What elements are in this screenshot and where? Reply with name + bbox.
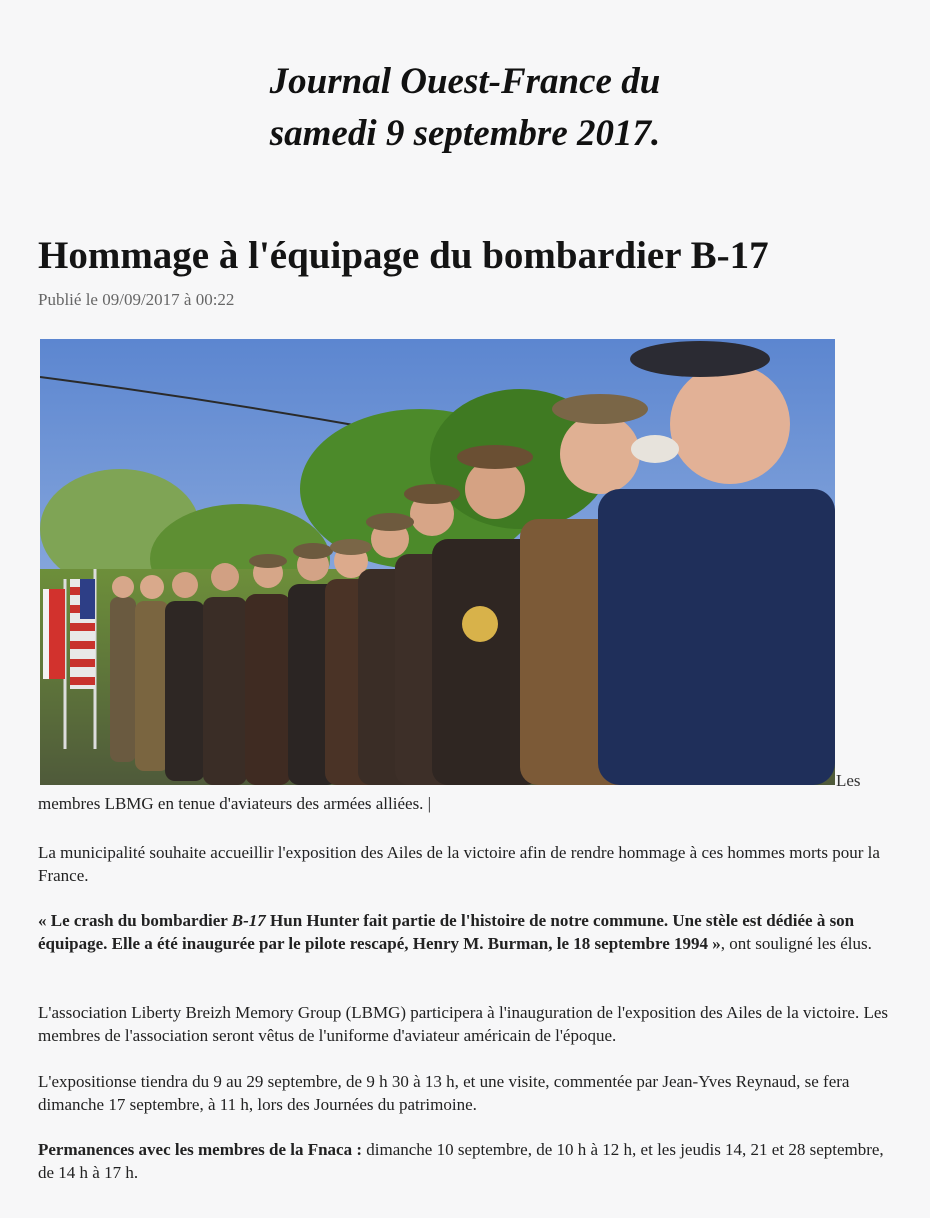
- page-header: [0, 56, 930, 160]
- paragraph-association: L'association Liberty Breizh Memory Group (LBMG) participera à l'inauguration de l'exposition des Ailes de la victoire. Les membres de l'association seront vêtus de l'uniforme d'aviateur américain de l'époque.: [38, 1003, 888, 1045]
- article-headline: Hommage à l'équipage du bombardier B-17: [38, 234, 769, 277]
- quote-part-2: Hun Hunter fait partie de l'histoire de notre commune. Une stèle est dédiée à son équipage. Elle a été inaugurée par le pilote rescapé, Henry M. Burman, le 18 septembre 1994 »: [38, 911, 855, 953]
- permanences-label: Permanences avec les membres de la Fnaca :: [38, 1140, 363, 1159]
- paragraph-permanences: [38, 1138, 900, 1184]
- article-photo: [40, 339, 835, 785]
- paragraph-quote: [38, 909, 900, 955]
- page-header-line1: Journal Ouest-France du: [269, 61, 661, 102]
- photo-caption-start: Les: [836, 771, 861, 790]
- quote-aircraft-name: B-17: [231, 911, 266, 930]
- page-header-line2: samedi 9 septembre 2017.: [269, 113, 661, 154]
- photo-airmen-illustration: [40, 339, 835, 785]
- photo-caption: membres LBMG en tenue d'aviateurs des armées alliées. |: [38, 794, 432, 813]
- paragraph-intro: La municipalité souhaite accueillir l'exposition des Ailes de la victoire afin de rendre hommage à ces hommes morts pour la France.: [38, 843, 880, 885]
- publication-date: Publié le 09/09/2017 à 00:22: [38, 290, 235, 309]
- paragraph-exhibition-dates: L'expositionse tiendra du 9 au 29 septembre, de 9 h 30 à 13 h, et une visite, commentée par Jean-Yves Reynaud, se fera dimanche 17 septembre, à 11 h, lors des Journées du patrimoine.: [38, 1072, 850, 1114]
- quote-part-1: « Le crash du bombardier: [38, 911, 232, 930]
- permanences-details: dimanche 10 septembre, de 10 h à 12 h, et les jeudis 14, 21 et 28 septembre, de 14 h à 17 h.: [38, 1140, 884, 1182]
- quote-attribution: , ont souligné les élus.: [720, 934, 872, 953]
